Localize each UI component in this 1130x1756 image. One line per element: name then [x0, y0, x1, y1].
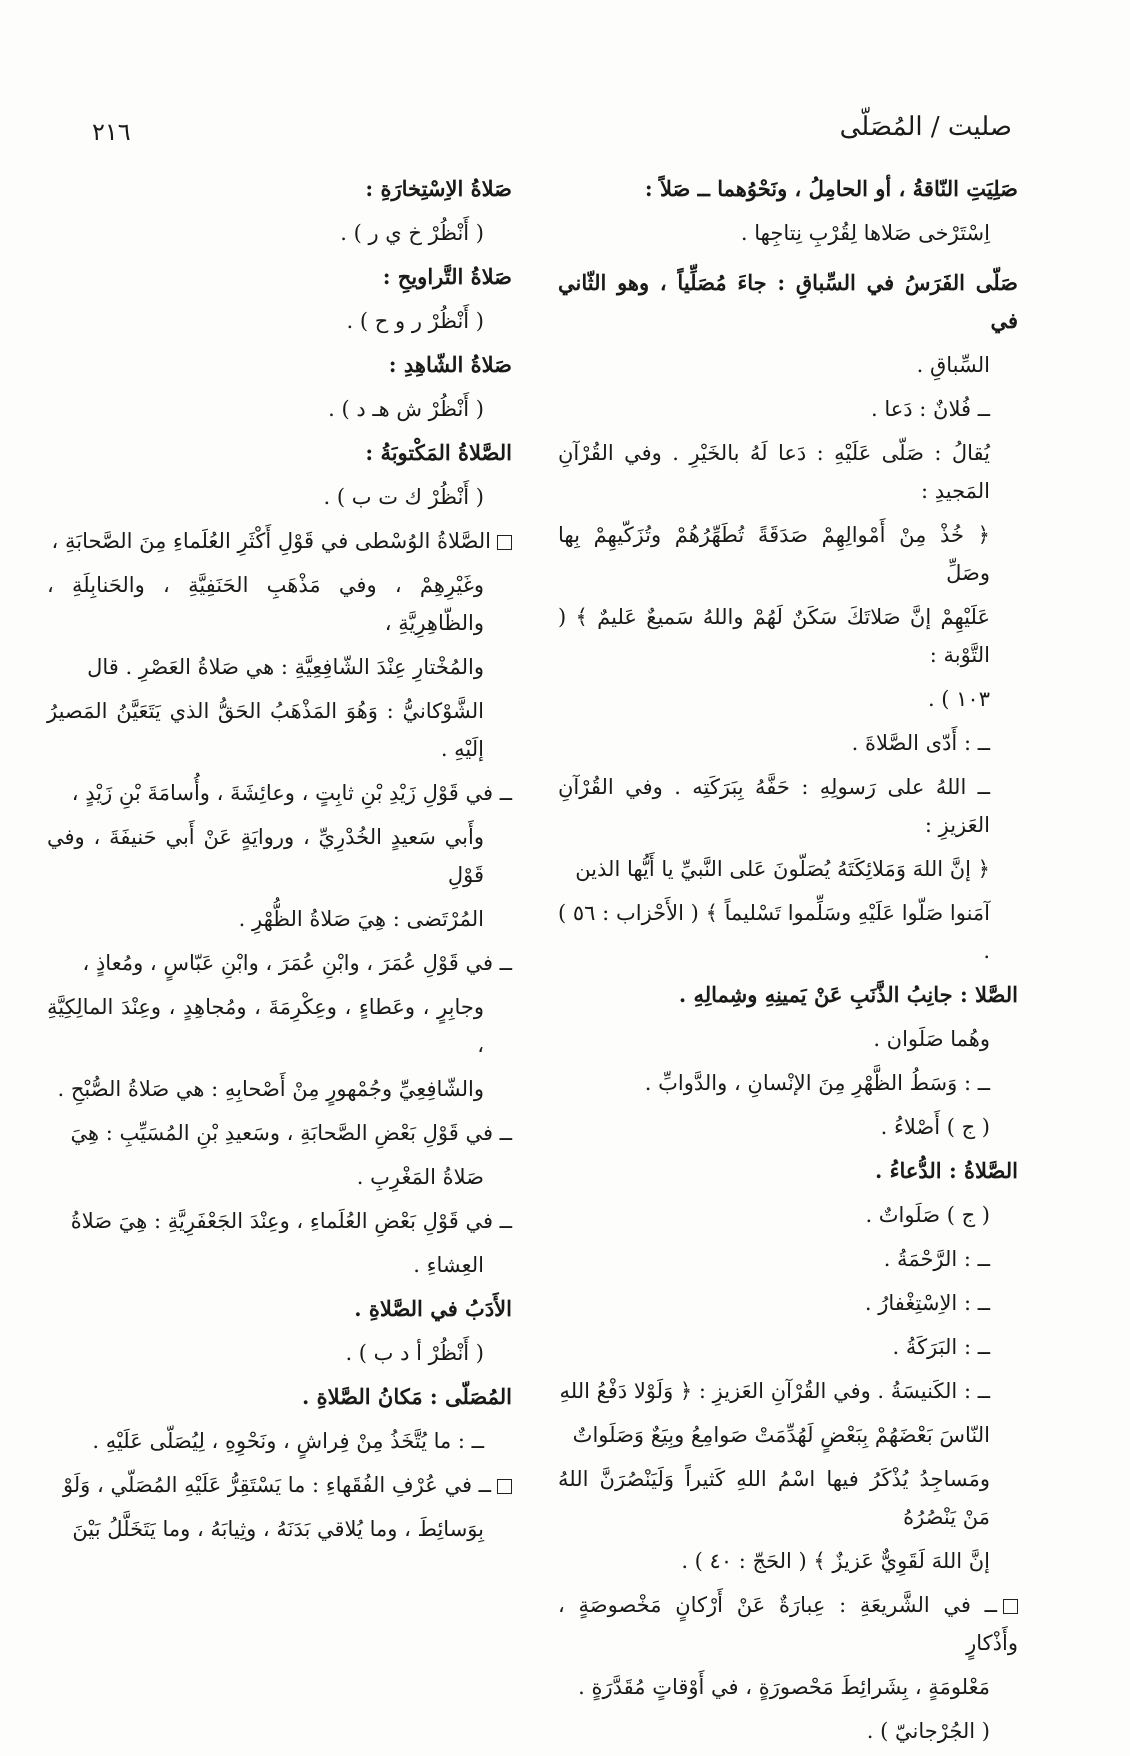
entry-line: ــ : البَرَكَةُ . [892, 1335, 990, 1359]
entry-line: ــ في قَوْلِ زَيْدِ بْنِ ثابِتٍ ، وعائِشَةَ ، وأُسامَةَ بْنِ زَيْدٍ ، [71, 781, 512, 805]
entry-line: المُصَلّى : مَكانُ الصَّلاةِ . [302, 1384, 512, 1409]
entry-line: ــ : أَدّى الصَّلاةَ . [851, 731, 990, 755]
quran-quote: إنَّ اللهَ لَقَوِيٌّ عَزيزٌ ﴾ ( الحَجّ : ٤٠ ) . [681, 1549, 990, 1573]
entry-line: ــ فُلانٌ : دَعا . [870, 397, 990, 421]
quran-quote: عَلَيْهِمْ إنَّ صَلاتَكَ سَكَنٌ لَهُمْ واللهُ سَميعٌ عَليمٌ ﴾ ( التَّوْبة : [558, 605, 990, 667]
entry-line: ــ : الاِسْتِغْفارُ . [864, 1291, 990, 1315]
entry-line: صَلاةُ التَّراويحِ : [382, 264, 512, 289]
entry-line: ( ج ) صَلَواتٌ . [865, 1203, 990, 1227]
entry-line: اِسْتَرْخى صَلاها لِقُرْبِ نِتاجِها . [740, 221, 990, 245]
entry-line: وجابِرٍ ، وعَطاءٍ ، وعِكْرِمَةَ ، ومُجاهِدٍ ، وعِنْدَ المالِكِيَّةِ ، [47, 995, 484, 1057]
entry-line: ( أَنْظُرْ ش هـ د ) . [328, 397, 484, 421]
entry-line: بِوَسائِطَ ، وما يُلاقي بَدَنَهُ ، وثِيابَهُ ، وما يَتَخَلَّلُ بَيْنَ [72, 1517, 484, 1541]
quran-quote: ﴿ خُذْ مِنْ أَمْوالِهِمْ صَدَقَةً تُطَهِّرُهُمْ وتُزَكّيهِمْ بِها وصَلِّ [558, 523, 990, 585]
page-number: ٢١٦ [92, 118, 131, 146]
entry-line: مَعْلومَةٍ ، بِشَرائِطَ مَحْصورَةٍ ، في أَوْقاتٍ مُقَدَّرَةٍ . [578, 1675, 990, 1699]
right-column [558, 170, 1018, 1756]
entry-line: الصَّلاةُ الوُسْطى في قَوْلِ أَكْثَرِ العُلَماءِ مِنَ الصَّحابَةِ ، [47, 522, 512, 560]
entry-line: العِشاءِ . [413, 1253, 484, 1277]
entry-line: صَلِيَتِ النّاقةُ ، أو الحامِلُ ، ونَحْوُهما ــ صَلاً : [644, 176, 1018, 201]
quran-quote: ﴿ إنَّ اللهَ وَمَلائِكَتَهُ يُصَلّونَ عَلى النَّبيِّ يا أَيُّها الذين [575, 857, 990, 881]
entry-line: صَلّى الفَرَسُ في السِّباقِ : جاءَ مُصَلِّياً ، وهو الثّاني في [558, 270, 1018, 333]
entry-line: صَلاةُ المَغْرِبِ . [356, 1165, 484, 1189]
quran-quote: النّاسَ بَعْضَهُمْ بِبَعْضٍ لَهُدِّمَتْ صَوامِعُ وبِيَعٌ وَصَلَواتٌ [572, 1423, 990, 1447]
entry-line: صَلاةُ الاِسْتِخارَةِ : [365, 176, 512, 201]
entry-line: المُرْتَضى : هِيَ صَلاةُ الظُّهْرِ . [238, 907, 484, 931]
entry-line: وهُما صَلَوان . [873, 1027, 990, 1051]
entry-line: الصَّلاةُ : الدُّعاءُ . [874, 1158, 1018, 1183]
entry-line: ( أَنْظُرْ ك ت ب ) . [323, 485, 484, 509]
entry-line: ( أَنْظُرْ خ ي ر ) . [340, 221, 484, 245]
entry-line: الصَّلا : جانِبُ الذَّنَبِ عَنْ يَمينِهِ وشِمالِهِ . [678, 982, 1018, 1007]
entry-line: ــ : الرَّحْمَةُ . [883, 1247, 990, 1271]
entry-line: وغَيْرِهِمْ ، وفي مَذْهَبِ الحَنَفِيَّةِ ، والحَنابِلَةِ ، والظّاهِرِيَّةِ ، [47, 573, 484, 635]
entry-line: ــ : وَسَطُ الظَّهْرِ مِنَ الإنْسانِ ، والدَّوابِّ . [644, 1071, 990, 1095]
running-head: صليت / المُصَلّى [839, 112, 1012, 142]
entry-line: ــ : الكَنيسَةُ . وفي القُرْآنِ العَزيزِ : ﴿ وَلَوْلا دَفْعُ اللهِ [559, 1379, 990, 1403]
square-marker-icon [497, 535, 512, 550]
left-column [47, 170, 512, 1554]
entry-line: ( ج ) أَصْلاءُ . [880, 1115, 990, 1139]
entry-line: الشَّوْكانيُّ : وَهُوَ المَذْهَبُ الحَقُّ الذي يَتَعَيَّنُ المَصيرُ إلَيْهِ . [47, 699, 484, 761]
entry-line: والمُخْتارِ عِنْدَ الشّافِعِيَّةِ : هي صَلاةُ العَصْرِ . قال [87, 655, 484, 679]
entry-line: ــ : ما يُتَّخَذُ مِنْ فِراشٍ ، ونَحْوِهِ ، لِيُصَلّى عَلَيْهِ . [92, 1429, 484, 1453]
square-marker-icon [1003, 1599, 1018, 1614]
entry-line: يُقالُ : صَلّى عَلَيْهِ : دَعا لَهُ بالخَيْرِ . وفي القُرْآنِ المَجيدِ : [558, 441, 990, 503]
quran-quote: ومَساجِدُ يُذْكَرُ فيها اسْمُ اللهِ كَثيراً وَلَيَنْصُرَنَّ اللهُ مَنْ يَنْصُرُهُ [558, 1467, 990, 1529]
entry-line: الصَّلاةُ المَكْتوبَةُ : [365, 440, 512, 465]
entry-line: ( الجُرْجانيّ ) . [866, 1719, 990, 1743]
entry-line: وأَبي سَعيدٍ الخُدْرِيِّ ، وروايَةٍ عَنْ أَبي حَنيفَةَ ، وفي قَوْلِ [47, 825, 484, 887]
entry-line: صَلاةُ الشّاهِدِ : [388, 352, 512, 377]
entry-line: ( أَنْظُرْ أ د ب ) . [345, 1341, 484, 1365]
entry-line: والشّافِعِيِّ وجُمْهورٍ مِنْ أَصْحابِهِ : هي صَلاةُ الصُّبْحِ . [57, 1077, 484, 1101]
square-marker-icon [497, 1479, 512, 1494]
entry-line: ــ في عُرْفِ الفُقَهاءِ : ما يَسْتَقِرُّ عَلَيْهِ المُصَلّي ، وَلَوْ [47, 1466, 512, 1504]
entry-line: السِّباقِ . [916, 353, 990, 377]
entry-line: الأَدَبُ في الصَّلاةِ . [354, 1296, 512, 1321]
entry-line: ( أَنْظُرْ ر و ح ) . [346, 309, 484, 333]
entry-line: ــ في قَوْلِ بَعْضِ العُلَماءِ ، وعِنْدَ الجَعْفَرِيَّةِ : هِيَ صَلاةُ [70, 1209, 512, 1233]
entry-line: ــ في الشَّريعَةِ : عِبارَةٌ عَنْ أَرْكانٍ مَخْصوصَةٍ ، وأَذْكارٍ [558, 1593, 1018, 1655]
entry-line: ــ في قَوْلِ بَعْضِ الصَّحابَةِ ، وسَعيدِ بْنِ المُسَيِّبِ : هِيَ [70, 1121, 512, 1145]
entry-line: ــ اللهُ على رَسولِهِ : حَفَّهُ بِبَرَكَتِه . وفي القُرْآنِ العَزيزِ : [558, 775, 990, 837]
entry-line: ١٠٣ ) . [927, 687, 990, 711]
quran-quote: آمَنوا صَلّوا عَلَيْهِ وسَلِّموا تَسْليماً ﴾ ( الأَحْزاب : ٥٦ ) . [558, 901, 990, 963]
entry-line: ــ في قَوْلِ عُمَرَ ، وابْنِ عُمَرَ ، وابْنِ عَبّاسٍ ، ومُعاذٍ ، [82, 951, 512, 975]
